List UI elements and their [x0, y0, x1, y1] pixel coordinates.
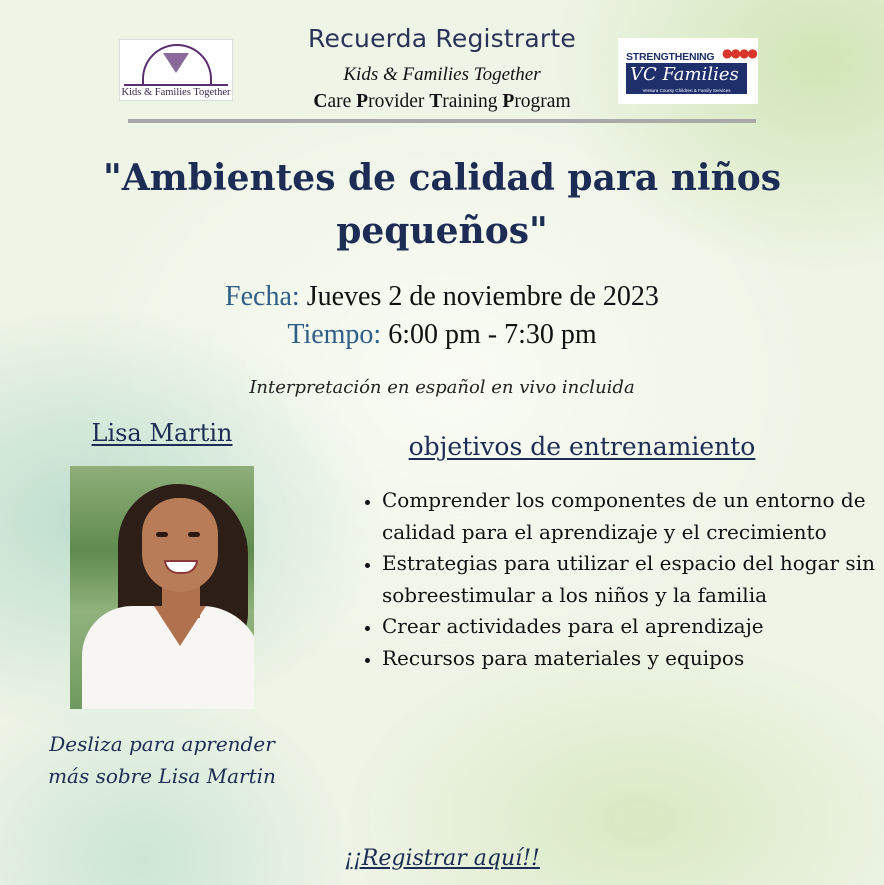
- list-item: • Comprender los componentes de un entorno de calidad para el aprendizaje y el crecimiento: [382, 485, 884, 548]
- header-title: Recuerda Registrarte: [308, 24, 576, 53]
- time-value: 6:00 pm - 7:30 pm: [388, 319, 597, 350]
- speaker-swipe-note: Desliza para aprender más sobre Lisa Martin: [48, 732, 276, 788]
- event-time: [100, 319, 784, 351]
- register-link[interactable]: ¡¡Registrar aquí!!: [344, 846, 540, 871]
- date-label: Fecha:: [225, 281, 300, 312]
- objectives-list: [358, 485, 884, 674]
- right-logo-top-text: STRENGTHENING: [626, 51, 715, 63]
- people-icon: ●●●●: [722, 46, 756, 60]
- left-logo-text: Kids & Families Together: [121, 87, 231, 98]
- kids-families-together-logo: [119, 39, 233, 101]
- speaker-name: Lisa Martin: [91, 419, 233, 447]
- list-item: • Recursos para materiales y equipos: [382, 643, 884, 675]
- list-item: • Estrategias para utilizar el espacio del hogar sin sobreestimular a los niños y la familia: [382, 548, 884, 611]
- heart-gem-icon: [163, 53, 189, 73]
- right-logo-sub-text: Ventura County Children & Family Services: [642, 88, 731, 93]
- time-label: Tiempo:: [287, 319, 382, 350]
- objectives-heading: objetivos de entrenamiento: [408, 432, 756, 461]
- speaker-photo: [70, 466, 254, 709]
- right-logo-main-text: VC Families: [630, 64, 739, 85]
- list-item: • Crear actividades para el aprendizaje: [382, 611, 884, 643]
- date-value: Jueves 2 de noviembre de 2023: [306, 281, 659, 312]
- interpretation-note: Interpretación en español en vivo incluida: [249, 377, 635, 398]
- header-divider: [128, 119, 756, 123]
- header-program-line: Care Provider Training Program: [313, 91, 571, 112]
- event-date: [100, 281, 784, 313]
- event-title: "Ambientes de calidad para niños pequeños": [102, 157, 782, 252]
- header-org-line: Kids & Families Together: [343, 64, 541, 85]
